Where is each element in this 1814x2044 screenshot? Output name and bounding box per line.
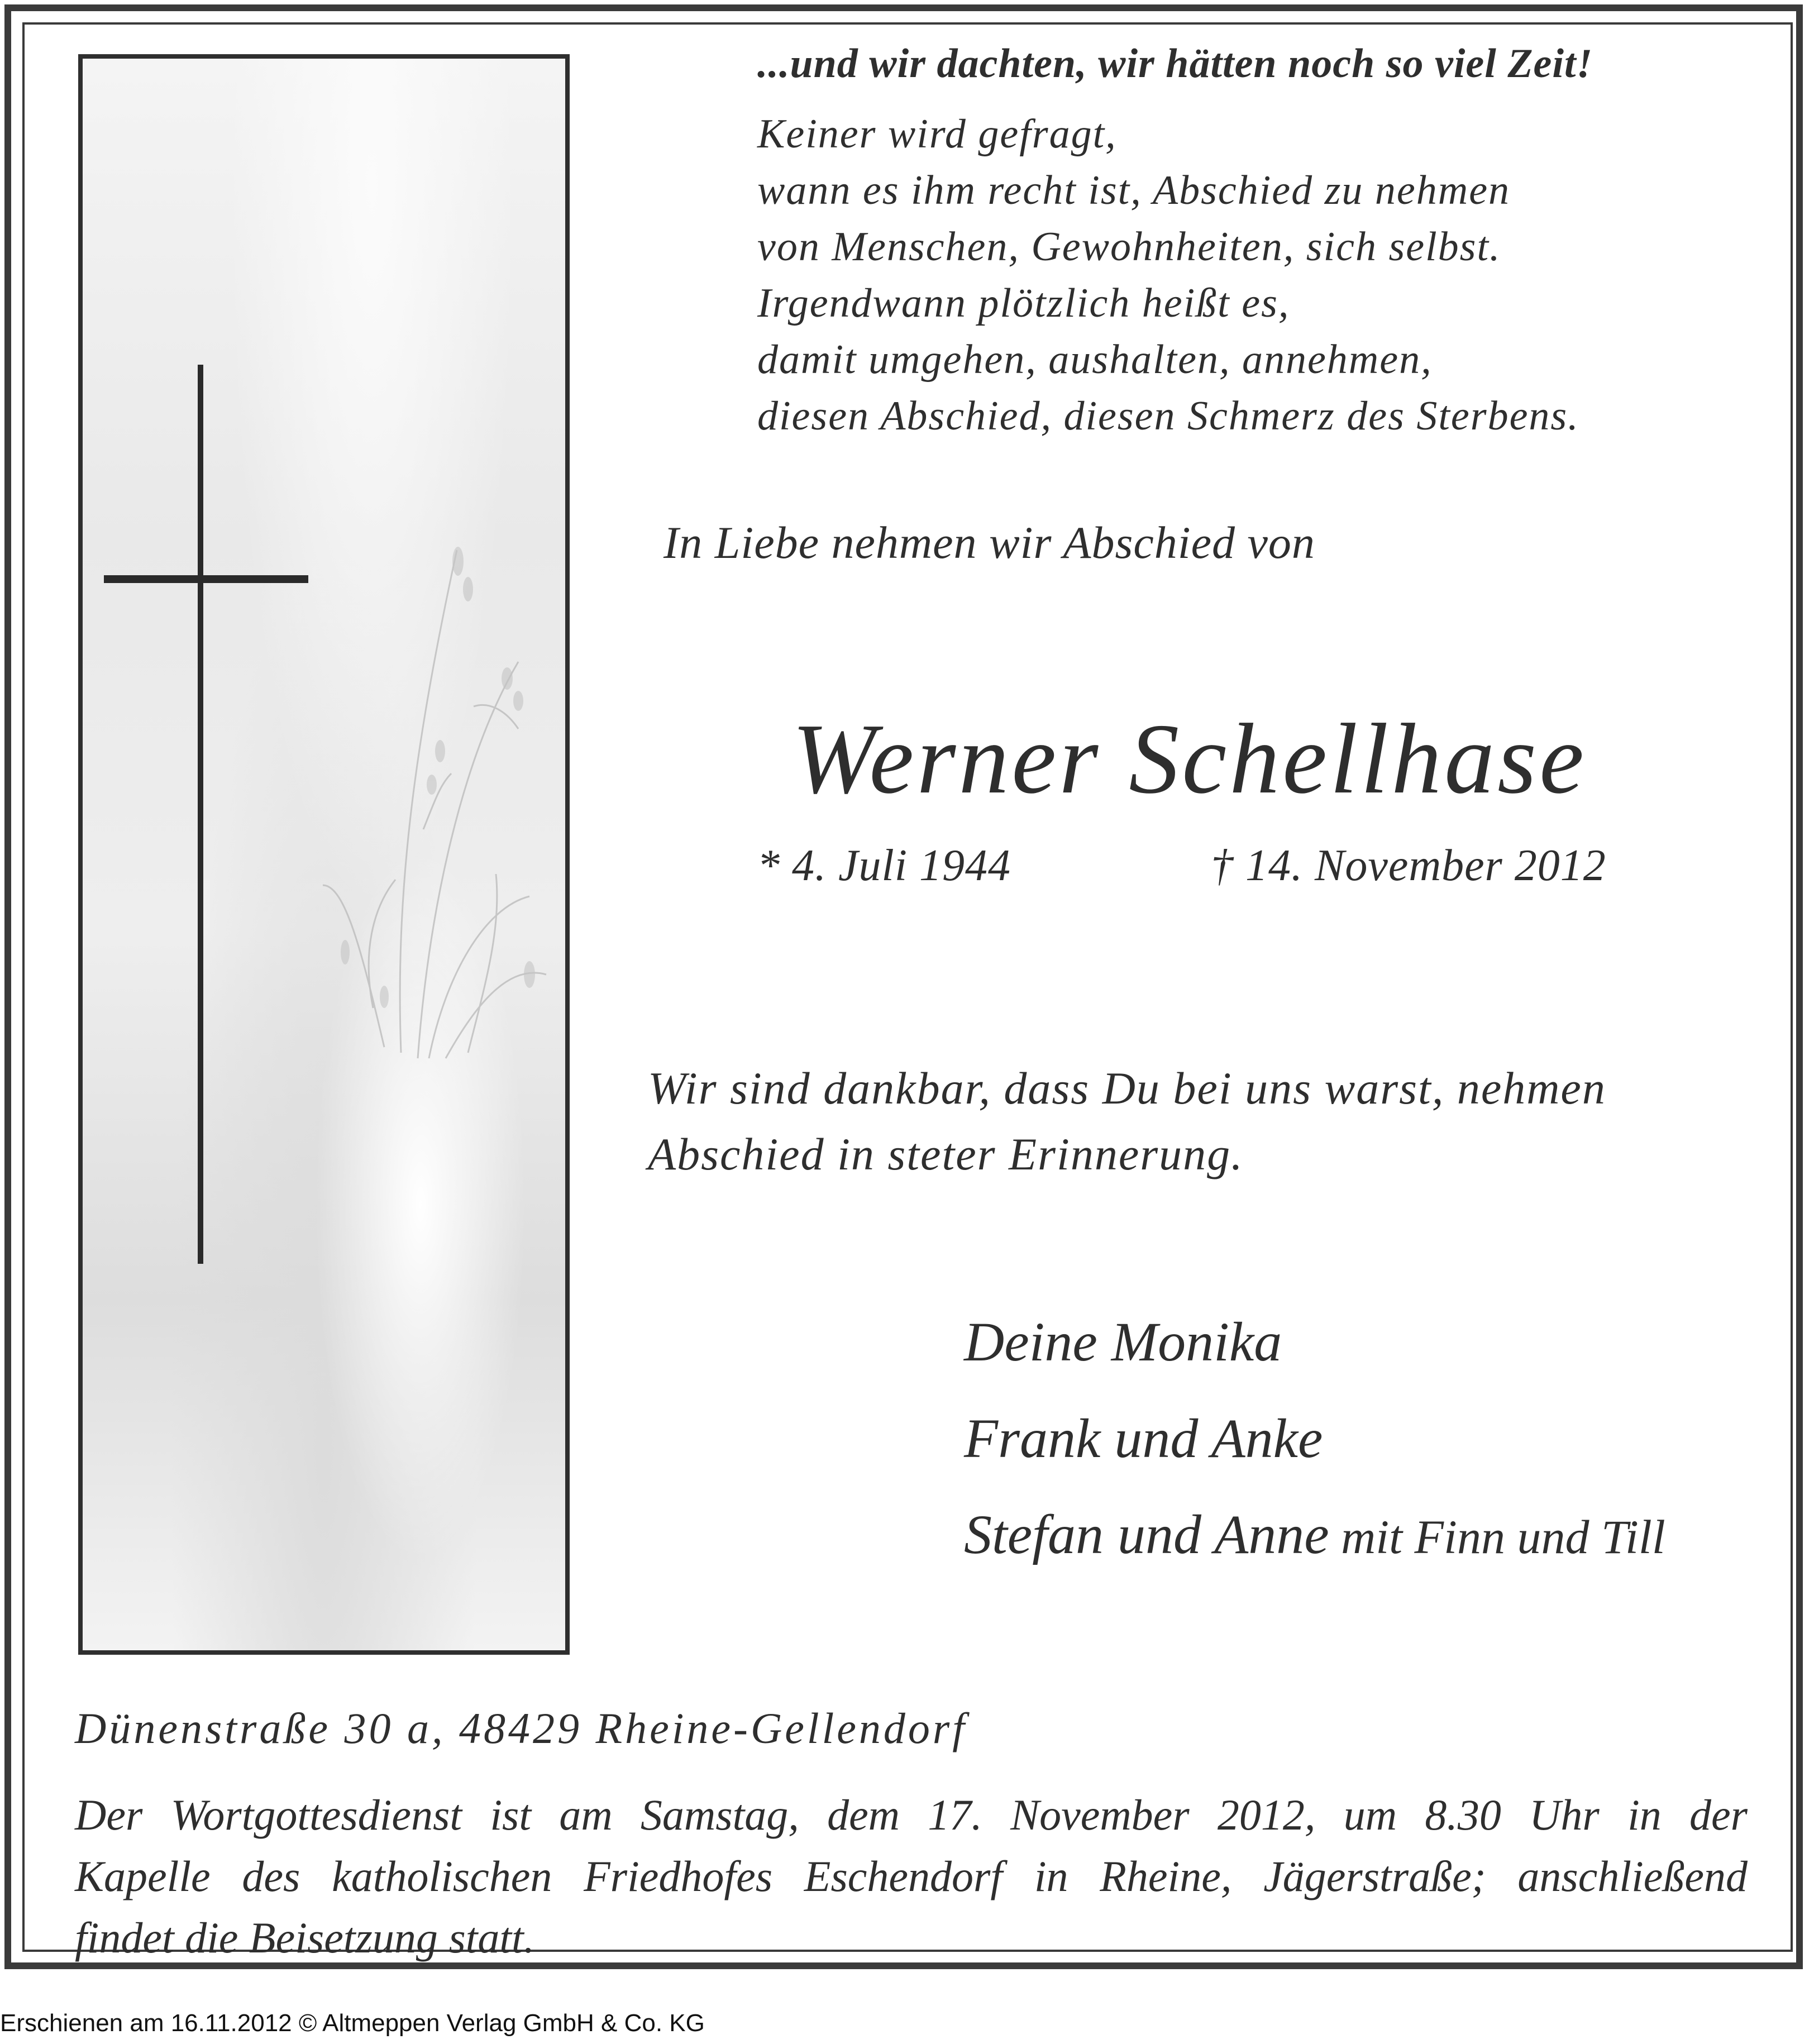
grass-seeds — [341, 547, 535, 1008]
motto: ...und wir dachten, wir hätten noch so viel Zeit! — [757, 41, 1593, 87]
family-children: mit Finn und Till — [1329, 1510, 1665, 1564]
family-names: Stefan und Anne — [964, 1503, 1329, 1565]
thanks-text: Wir sind dankbar, dass Du bei uns warst, nehmen Abschied in steter Erinnerung. — [648, 1063, 1606, 1179]
birth-date: * 4. Juli 1944 — [757, 841, 1011, 890]
family-line: Deine Monika — [964, 1311, 1282, 1373]
family-line: Frank und Anke — [964, 1407, 1323, 1469]
intro-line: In Liebe nehmen wir Abschied von — [663, 517, 1315, 568]
poem: Keiner wird gefragt, wann es ihm recht ist, Abschied zu nehmen von Menschen, Gewohnheiten, sich selbst. Irgendwann plötzlich heißt es, damit umgehen, aushalten, annehmen, diesen Abschied, diesen Schmerz des Sterbens. — [757, 111, 1579, 439]
deceased-name: Werner Schellhase — [792, 703, 1587, 814]
cross-icon — [104, 365, 308, 1264]
service-line: findet die Beisetzung statt. — [75, 1913, 535, 1962]
family-line — [964, 1502, 1665, 1567]
service-info — [75, 1784, 1748, 1969]
address: Dünenstraße 30 a, 48429 Rheine-Gellendorf — [75, 1704, 967, 1752]
grass-sketch — [323, 550, 546, 1058]
memorial-image — [78, 54, 570, 1655]
service-line: Der Wortgottesdienst ist am Samstag, dem 17. November 2012, um 8.30 Uhr in der — [75, 1790, 1748, 1839]
death-date: † 14. November 2012 — [1211, 841, 1606, 890]
publication-footer: Erschienen am 16.11.2012 © Altmeppen Verlag GmbH & Co. KG — [0, 2009, 705, 2037]
service-line: Kapelle des katholischen Friedhofes Eschendorf in Rheine, Jägerstraße; anschließend — [75, 1852, 1748, 1900]
memorial-illustration — [83, 59, 565, 1650]
